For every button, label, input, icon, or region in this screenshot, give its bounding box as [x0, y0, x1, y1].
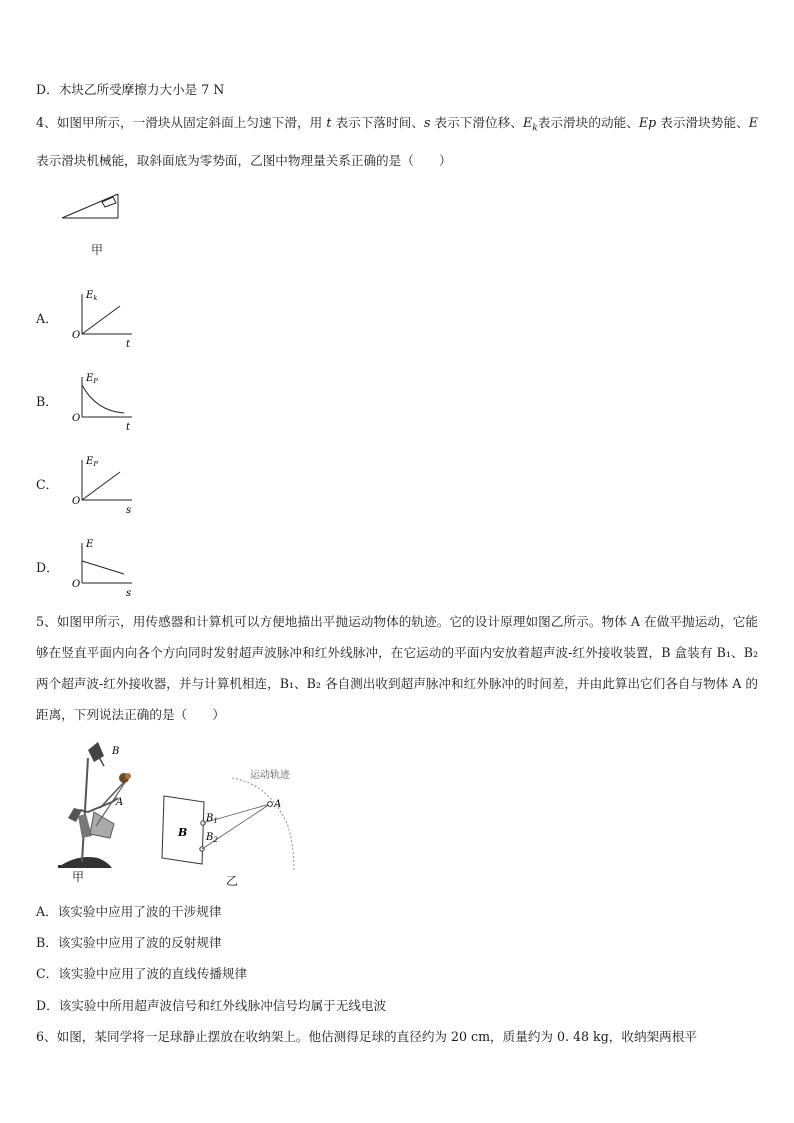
y-axis-label: $E_P$: [86, 373, 98, 385]
question-4-text: [36, 107, 758, 176]
x-axis-label: t: [126, 339, 131, 350]
graph-curve: [82, 472, 120, 500]
apparatus-label-b: B: [112, 746, 120, 757]
question-4-text-run: t: [326, 115, 332, 130]
question-4-text-run: E: [523, 115, 533, 130]
x-axis-label: s: [126, 505, 132, 516]
question-4-text-run: 表示下落时间、: [331, 115, 424, 130]
prev-question-option-d: D．木块乙所受摩擦力大小是 7 N: [36, 82, 225, 97]
question-4-option-label: D．: [36, 560, 59, 575]
question-4-text-run: 表示滑块机械能，取斜面底为零势面，乙图中物理量关系正确的是（ ）: [36, 152, 452, 168]
principle-figure-caption: 乙: [226, 874, 239, 888]
question-4-text-run: 表示下滑位移、: [430, 115, 524, 130]
apparatus-label-a: A: [116, 797, 124, 808]
origin-label: O: [72, 579, 81, 590]
origin-label: O: [72, 496, 81, 507]
question-4-text-run: s: [423, 115, 431, 130]
incline-figure: [60, 190, 122, 224]
question-5-option-d: D．该实验中所用超声波信号和红外线脉冲信号均属于无线电波: [36, 998, 387, 1013]
box-label-b: B: [178, 826, 188, 839]
origin-label: O: [72, 330, 81, 341]
question-5-option-a: A．该实验中应用了波的干涉规律: [36, 904, 222, 919]
question-5-text: 5、如图甲所示，用传感器和计算机可以方便地描出平抛运动物体的轨迹。它的设计原理如图乙所示。物体 A 在做平抛运动，它能够在竖直平面内向各个方向同时发射超声波脉冲和红外线脉冲，在它运动的平面内安放着超声波-红外接收装置，B 盒装有 B₁、B₂ 两个超声波-红外接收器，并与计算机相连，B₁、B₂ 各自测出收到超声脉冲和红外脉冲的时间差，并由此算出它们各自与物体 A 的距离，下列说法正确的是（ ）: [36, 614, 758, 722]
question-4-text-run: E: [748, 115, 758, 130]
x-axis-label: s: [126, 588, 132, 599]
question-5-option-c: C．该实验中应用了波的直线传播规律: [36, 966, 248, 981]
y-axis-label: $E_P$: [86, 456, 98, 468]
receiver-label-b1: $B_1$: [206, 813, 218, 825]
origin-label: O: [72, 413, 81, 424]
question-4-text-run: Ep: [638, 115, 657, 130]
object-label-a: A: [274, 799, 282, 810]
graph-curve: [82, 306, 120, 334]
incline-figure-caption: 甲: [91, 243, 104, 257]
trajectory-label: 运动轨迹: [250, 770, 290, 781]
question-4-option-label: C．: [36, 477, 59, 492]
question-4-option-label: A．: [36, 311, 58, 326]
x-axis-label: t: [126, 422, 131, 433]
graph-curve: [82, 385, 124, 413]
graph-curve: [82, 561, 124, 574]
question-4-option-graph: [70, 288, 140, 350]
question-4-option-graph: [70, 537, 140, 599]
apparatus-figure-caption: 甲: [72, 870, 85, 884]
y-axis-label: E: [86, 539, 94, 550]
question-4-text-run: 表示滑块的动能、: [537, 115, 639, 130]
question-4-option-label: B．: [36, 394, 58, 409]
question-6-text: 6、如图，某同学将一足球静止摆放在收纳架上。他估测得足球的直径约为 20 cm，质量约为 0. 48 kg，收纳架两根平: [36, 1029, 697, 1044]
question-4-text-run: 4、如图甲所示，一滑块从固定斜面上匀速下滑，用: [36, 115, 327, 130]
question-4-text-run: k: [532, 123, 538, 134]
question-4-option-graph: [70, 454, 140, 516]
apparatus-figure: [52, 738, 152, 888]
y-axis-label: $E_k$: [86, 290, 98, 302]
principle-figure: [160, 766, 320, 892]
receiver-label-b2: $B_2$: [206, 832, 218, 844]
question-5-option-b: B．该实验中应用了波的反射规律: [36, 935, 222, 950]
question-4-text-run: 表示滑块势能、: [656, 115, 749, 130]
question-4-option-graph: [70, 371, 140, 433]
